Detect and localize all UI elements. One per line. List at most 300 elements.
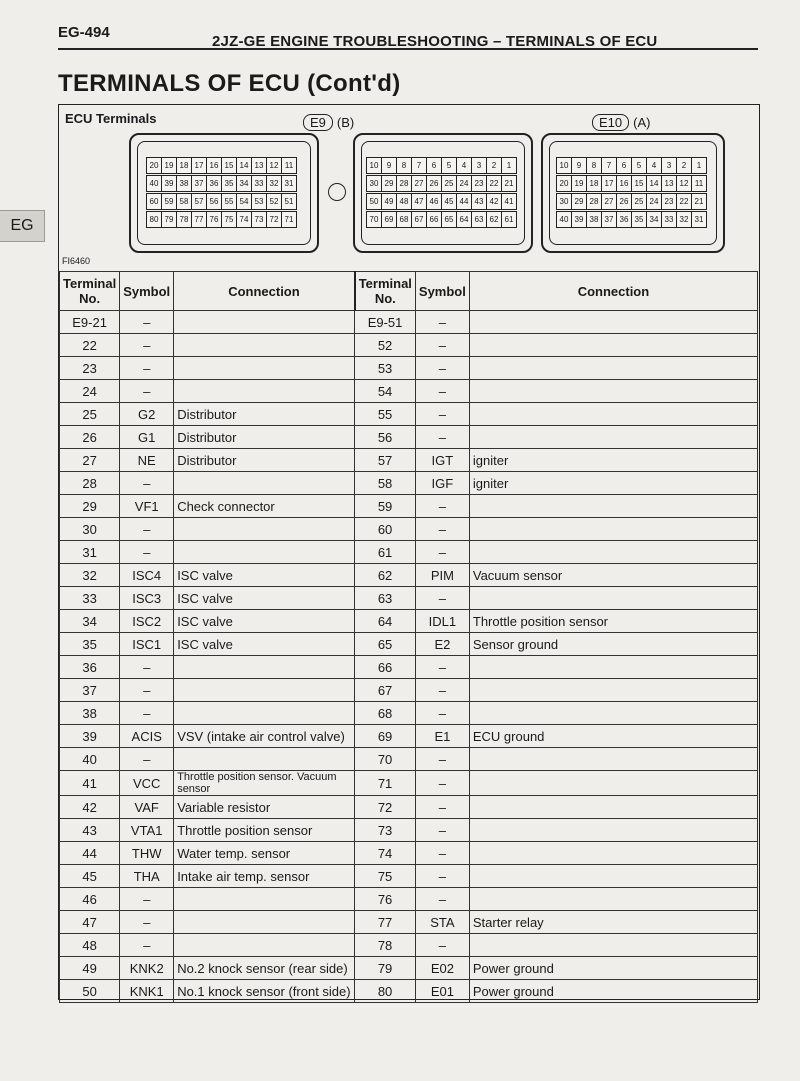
connector-pin: 32	[266, 175, 282, 192]
symbol-cell: –	[415, 518, 469, 541]
connector-pin: 40	[556, 211, 572, 228]
terminal-no-cell: 71	[355, 771, 416, 796]
symbol-cell: –	[415, 495, 469, 518]
header-symbol-right: Symbol	[415, 272, 469, 311]
connection-cell: ISC valve	[174, 587, 355, 610]
terminal-no-cell: 53	[355, 357, 416, 380]
pin-row	[367, 175, 517, 192]
terminal-no-cell: 26	[60, 426, 120, 449]
pin-row	[147, 157, 297, 174]
connector-pin: 9	[571, 157, 587, 174]
terminal-no-cell: 60	[355, 518, 416, 541]
connection-cell: Water temp. sensor	[174, 842, 355, 865]
connector-pin: 4	[456, 157, 472, 174]
terminal-no-cell: 55	[355, 403, 416, 426]
connector-pin: 33	[661, 211, 677, 228]
connector-e10-code: E10	[592, 114, 629, 131]
connector-pin: 73	[251, 211, 267, 228]
symbol-cell: VF1	[120, 495, 174, 518]
connector-pin: 34	[646, 211, 662, 228]
symbol-cell: –	[415, 842, 469, 865]
pin-row	[557, 211, 707, 228]
symbol-cell: ISC3	[120, 587, 174, 610]
terminal-no-cell: 77	[355, 911, 416, 934]
table-row	[60, 796, 758, 819]
terminal-no-cell: 23	[60, 357, 120, 380]
section-tab: EG	[0, 210, 45, 242]
connector-pin: 11	[691, 175, 707, 192]
diagram-label: ECU Terminals	[65, 111, 157, 126]
table-row	[60, 357, 758, 380]
connection-cell: Sensor ground	[469, 633, 757, 656]
connector-pin: 44	[456, 193, 472, 210]
page-number: EG-494	[58, 24, 110, 41]
terminal-no-cell: 59	[355, 495, 416, 518]
connector-pin: 48	[396, 193, 412, 210]
symbol-cell: IGT	[415, 449, 469, 472]
connector-pin: 17	[191, 157, 207, 174]
terminal-no-cell: 67	[355, 679, 416, 702]
terminal-no-cell: 62	[355, 564, 416, 587]
connector-pin: 26	[426, 175, 442, 192]
table-row	[60, 633, 758, 656]
connection-cell	[469, 587, 757, 610]
terminal-no-cell: 57	[355, 449, 416, 472]
symbol-cell: VCC	[120, 771, 174, 796]
connector-pin: 17	[601, 175, 617, 192]
symbol-cell: –	[415, 796, 469, 819]
terminal-no-cell: 72	[355, 796, 416, 819]
symbol-cell: –	[415, 357, 469, 380]
connection-cell	[174, 748, 355, 771]
symbol-cell: –	[415, 888, 469, 911]
connector-pin: 11	[281, 157, 297, 174]
table-row	[60, 403, 758, 426]
connection-cell: Variable resistor	[174, 796, 355, 819]
connection-cell	[469, 357, 757, 380]
symbol-cell: –	[120, 380, 174, 403]
symbol-cell: –	[415, 541, 469, 564]
symbol-cell: –	[120, 934, 174, 957]
connector-pin: 49	[381, 193, 397, 210]
connector-pin: 14	[646, 175, 662, 192]
connector-pin: 3	[661, 157, 677, 174]
terminal-no-cell: 27	[60, 449, 120, 472]
terminal-no-cell: 54	[355, 380, 416, 403]
connector-pin: 52	[266, 193, 282, 210]
symbol-cell: –	[120, 518, 174, 541]
connection-cell	[174, 656, 355, 679]
connector-pin: 22	[676, 193, 692, 210]
header-connection-right: Connection	[469, 272, 757, 311]
symbol-cell: IDL1	[415, 610, 469, 633]
connector-pin: 27	[601, 193, 617, 210]
connector-pin: 24	[456, 175, 472, 192]
connection-cell	[174, 934, 355, 957]
symbol-cell: KNK1	[120, 980, 174, 1003]
terminal-no-cell: 74	[355, 842, 416, 865]
symbol-cell: E01	[415, 980, 469, 1003]
symbol-cell: ACIS	[120, 725, 174, 748]
connector-pin: 30	[366, 175, 382, 192]
symbol-cell: E1	[415, 725, 469, 748]
connection-cell	[469, 888, 757, 911]
terminal-no-cell: 46	[60, 888, 120, 911]
connector-pin: 79	[161, 211, 177, 228]
connector-pin: 69	[381, 211, 397, 228]
connector-pin: 63	[471, 211, 487, 228]
connection-cell	[469, 796, 757, 819]
terminal-no-cell: 68	[355, 702, 416, 725]
connection-cell: Throttle position sensor. Vacuum sensor	[174, 771, 355, 796]
table-row	[60, 819, 758, 842]
connector-pin: 14	[236, 157, 252, 174]
terminal-no-cell: 35	[60, 633, 120, 656]
connection-cell	[174, 357, 355, 380]
connector-pin: 70	[366, 211, 382, 228]
connector-pin: 1	[691, 157, 707, 174]
terminal-no-cell: 76	[355, 888, 416, 911]
terminal-no-cell: 64	[355, 610, 416, 633]
symbol-cell: –	[415, 934, 469, 957]
connector-pin: 15	[221, 157, 237, 174]
terminal-no-cell: 43	[60, 819, 120, 842]
connection-cell: Starter relay	[469, 911, 757, 934]
symbol-cell: –	[120, 748, 174, 771]
header-terminal-no: Terminal No.	[60, 272, 120, 311]
connector-pin: 39	[571, 211, 587, 228]
pin-row	[147, 193, 297, 210]
connector-pin: 20	[146, 157, 162, 174]
ecu-terminal-diagram	[59, 105, 758, 271]
terminal-no-cell: 22	[60, 334, 120, 357]
connection-cell: ECU ground	[469, 725, 757, 748]
symbol-cell: –	[415, 865, 469, 888]
connector-pin: 10	[556, 157, 572, 174]
connector-pin: 2	[676, 157, 692, 174]
table-row	[60, 865, 758, 888]
connection-cell: Power ground	[469, 957, 757, 980]
connector-pin: 5	[631, 157, 647, 174]
symbol-cell: –	[120, 472, 174, 495]
connector-pin: 46	[426, 193, 442, 210]
connection-cell: No.1 knock sensor (front side)	[174, 980, 355, 1003]
table-row	[60, 311, 758, 334]
connection-cell	[174, 702, 355, 725]
symbol-cell: –	[120, 357, 174, 380]
connection-cell	[174, 311, 355, 334]
connector-pin: 31	[281, 175, 297, 192]
terminal-no-cell: 45	[60, 865, 120, 888]
symbol-cell: STA	[415, 911, 469, 934]
connection-cell: Distributor	[174, 449, 355, 472]
connector-pin: 56	[206, 193, 222, 210]
pin-row	[557, 193, 707, 210]
connection-cell	[469, 842, 757, 865]
terminal-no-cell: 73	[355, 819, 416, 842]
pin-row	[147, 211, 297, 228]
connection-cell	[469, 380, 757, 403]
connector-pin: 32	[676, 211, 692, 228]
pin-row	[367, 157, 517, 174]
connector-pin: 12	[676, 175, 692, 192]
header-symbol: Symbol	[120, 272, 174, 311]
terminal-no-cell: 39	[60, 725, 120, 748]
symbol-cell: –	[120, 679, 174, 702]
connector-pin: 5	[441, 157, 457, 174]
terminal-no-cell: 25	[60, 403, 120, 426]
symbol-cell: THA	[120, 865, 174, 888]
connection-cell: ISC valve	[174, 564, 355, 587]
connector-pin: 29	[571, 193, 587, 210]
pin-row	[557, 175, 707, 192]
connection-cell: Vacuum sensor	[469, 564, 757, 587]
terminal-no-cell: 44	[60, 842, 120, 865]
terminal-no-cell: 29	[60, 495, 120, 518]
connection-cell	[174, 888, 355, 911]
connector-pin: 19	[161, 157, 177, 174]
symbol-cell: –	[120, 311, 174, 334]
terminal-no-cell: E9-51	[355, 311, 416, 334]
terminal-no-cell: 38	[60, 702, 120, 725]
connection-cell: ISC valve	[174, 633, 355, 656]
connector-pin: 3	[471, 157, 487, 174]
running-title: 2JZ-GE ENGINE TROUBLESHOOTING – TERMINALS OF ECU	[212, 33, 658, 50]
connection-cell	[469, 518, 757, 541]
table-row	[60, 541, 758, 564]
connector-pin: 72	[266, 211, 282, 228]
symbol-cell: G1	[120, 426, 174, 449]
connector-pin: 40	[146, 175, 162, 192]
symbol-cell: E2	[415, 633, 469, 656]
connector-pin: 13	[251, 157, 267, 174]
symbol-cell: –	[415, 748, 469, 771]
terminal-no-cell: 37	[60, 679, 120, 702]
table-row	[60, 518, 758, 541]
connector-pin: 60	[146, 193, 162, 210]
symbol-cell: –	[120, 334, 174, 357]
symbol-cell: –	[120, 888, 174, 911]
header-terminal-no-right: Terminal No.	[355, 272, 416, 311]
connector-pin: 74	[236, 211, 252, 228]
table-row	[60, 679, 758, 702]
connector-pin: 51	[281, 193, 297, 210]
connection-cell	[174, 472, 355, 495]
table-row	[60, 449, 758, 472]
connection-cell	[469, 934, 757, 957]
connection-cell: ISC valve	[174, 610, 355, 633]
connector-pin: 20	[556, 175, 572, 192]
connector-pin: 35	[221, 175, 237, 192]
table-row	[60, 656, 758, 679]
connection-cell	[174, 679, 355, 702]
symbol-cell: THW	[120, 842, 174, 865]
connector-pin: 36	[616, 211, 632, 228]
connector-pin: 61	[501, 211, 517, 228]
connector-pin: 66	[426, 211, 442, 228]
symbol-cell: IGF	[415, 472, 469, 495]
symbol-cell: –	[415, 587, 469, 610]
terminal-no-cell: 52	[355, 334, 416, 357]
symbol-cell: –	[415, 403, 469, 426]
table-row	[60, 472, 758, 495]
connector-pin: 15	[631, 175, 647, 192]
symbol-cell: –	[120, 541, 174, 564]
connection-cell	[469, 495, 757, 518]
connection-cell: VSV (intake air control valve)	[174, 725, 355, 748]
symbol-cell: –	[415, 771, 469, 796]
symbol-cell: –	[415, 702, 469, 725]
symbol-cell: KNK2	[120, 957, 174, 980]
connection-cell	[469, 541, 757, 564]
connection-cell	[469, 656, 757, 679]
connection-cell	[469, 679, 757, 702]
connector-pin: 12	[266, 157, 282, 174]
terminal-no-cell: 24	[60, 380, 120, 403]
connector-pin: 25	[441, 175, 457, 192]
connection-cell	[469, 334, 757, 357]
terminal-no-cell: 36	[60, 656, 120, 679]
connector-pin: 6	[426, 157, 442, 174]
connector-pin: 4	[646, 157, 662, 174]
connector-pin: 43	[471, 193, 487, 210]
table-row	[60, 564, 758, 587]
terminal-no-cell: 30	[60, 518, 120, 541]
section-title: TERMINALS OF ECU (Cont'd)	[58, 70, 401, 97]
terminal-no-cell: 47	[60, 911, 120, 934]
symbol-cell: E02	[415, 957, 469, 980]
table-row	[60, 702, 758, 725]
connector-pin: 71	[281, 211, 297, 228]
connector-pin: 18	[586, 175, 602, 192]
connection-cell: Throttle position sensor	[174, 819, 355, 842]
connector-e9-label: E9 (B)	[303, 115, 354, 130]
connector-pin: 1	[501, 157, 517, 174]
connector-pin: 10	[366, 157, 382, 174]
connector-pin: 25	[631, 193, 647, 210]
terminal-no-cell: 34	[60, 610, 120, 633]
connector-e9-code: E9	[303, 114, 333, 131]
symbol-cell: ISC4	[120, 564, 174, 587]
connection-cell	[469, 426, 757, 449]
terminal-no-cell: 41	[60, 771, 120, 796]
symbol-cell: PIM	[415, 564, 469, 587]
symbol-cell: –	[415, 426, 469, 449]
connector-pin: 65	[441, 211, 457, 228]
connection-cell: Power ground	[469, 980, 757, 1003]
connection-cell: igniter	[469, 449, 757, 472]
symbol-cell: –	[415, 819, 469, 842]
table-row	[60, 888, 758, 911]
connector-pin: 33	[251, 175, 267, 192]
connector-pin: 67	[411, 211, 427, 228]
connection-cell	[469, 403, 757, 426]
connector-pin: 16	[206, 157, 222, 174]
connector-pin: 42	[486, 193, 502, 210]
connector-pin: 55	[221, 193, 237, 210]
terminal-no-cell: 32	[60, 564, 120, 587]
connector-pin: 38	[586, 211, 602, 228]
connector-pin: 59	[161, 193, 177, 210]
symbol-cell: –	[415, 679, 469, 702]
terminals-panel	[58, 104, 760, 1000]
connector-pin: 64	[456, 211, 472, 228]
symbol-cell: ISC1	[120, 633, 174, 656]
terminal-no-cell: 69	[355, 725, 416, 748]
connection-cell: igniter	[469, 472, 757, 495]
pin-row	[557, 157, 707, 174]
terminal-no-cell: 63	[355, 587, 416, 610]
connector-pin: 50	[366, 193, 382, 210]
connector-pin: 2	[486, 157, 502, 174]
table-row	[60, 934, 758, 957]
connector-pin: 23	[661, 193, 677, 210]
table-row	[60, 334, 758, 357]
connector-pin: 37	[601, 211, 617, 228]
connection-cell	[469, 771, 757, 796]
connector-pin: 45	[441, 193, 457, 210]
connector-pin: 47	[411, 193, 427, 210]
table-row	[60, 771, 758, 796]
connection-cell: Check connector	[174, 495, 355, 518]
connector-pin: 28	[396, 175, 412, 192]
terminal-no-cell: 56	[355, 426, 416, 449]
connection-cell	[469, 702, 757, 725]
header-connection: Connection	[174, 272, 355, 311]
connection-cell: Intake air temp. sensor	[174, 865, 355, 888]
symbol-cell: –	[120, 911, 174, 934]
connector-pin: 28	[586, 193, 602, 210]
connector-pin: 7	[411, 157, 427, 174]
table-header-row	[60, 272, 758, 311]
figure-id: FI6460	[62, 256, 91, 266]
table-row	[60, 980, 758, 1003]
connector-pin: 75	[221, 211, 237, 228]
connector-block-e9	[353, 133, 533, 253]
connector-pin: 8	[396, 157, 412, 174]
terminal-no-cell: 78	[355, 934, 416, 957]
connector-block-left	[129, 133, 319, 253]
terminal-no-cell: 33	[60, 587, 120, 610]
pin-row	[367, 211, 517, 228]
symbol-cell: VTA1	[120, 819, 174, 842]
symbol-cell: –	[120, 656, 174, 679]
table-row	[60, 380, 758, 403]
terminal-no-cell: 79	[355, 957, 416, 980]
table-row	[60, 587, 758, 610]
terminal-no-cell: 65	[355, 633, 416, 656]
terminals-table	[59, 271, 758, 1003]
lock-circle	[328, 183, 346, 201]
connector-pin: 8	[586, 157, 602, 174]
terminal-no-cell: 48	[60, 934, 120, 957]
symbol-cell: –	[415, 334, 469, 357]
connection-cell	[174, 380, 355, 403]
connector-pin: 35	[631, 211, 647, 228]
connector-pin: 39	[161, 175, 177, 192]
pin-row	[147, 175, 297, 192]
table-row	[60, 957, 758, 980]
connector-pin: 29	[381, 175, 397, 192]
terminal-no-cell: 66	[355, 656, 416, 679]
terminal-no-cell: E9-21	[60, 311, 120, 334]
connector-pin: 53	[251, 193, 267, 210]
connector-pin: 13	[661, 175, 677, 192]
connector-pin: 54	[236, 193, 252, 210]
connection-cell	[469, 819, 757, 842]
connector-pin: 27	[411, 175, 427, 192]
terminal-no-cell: 75	[355, 865, 416, 888]
